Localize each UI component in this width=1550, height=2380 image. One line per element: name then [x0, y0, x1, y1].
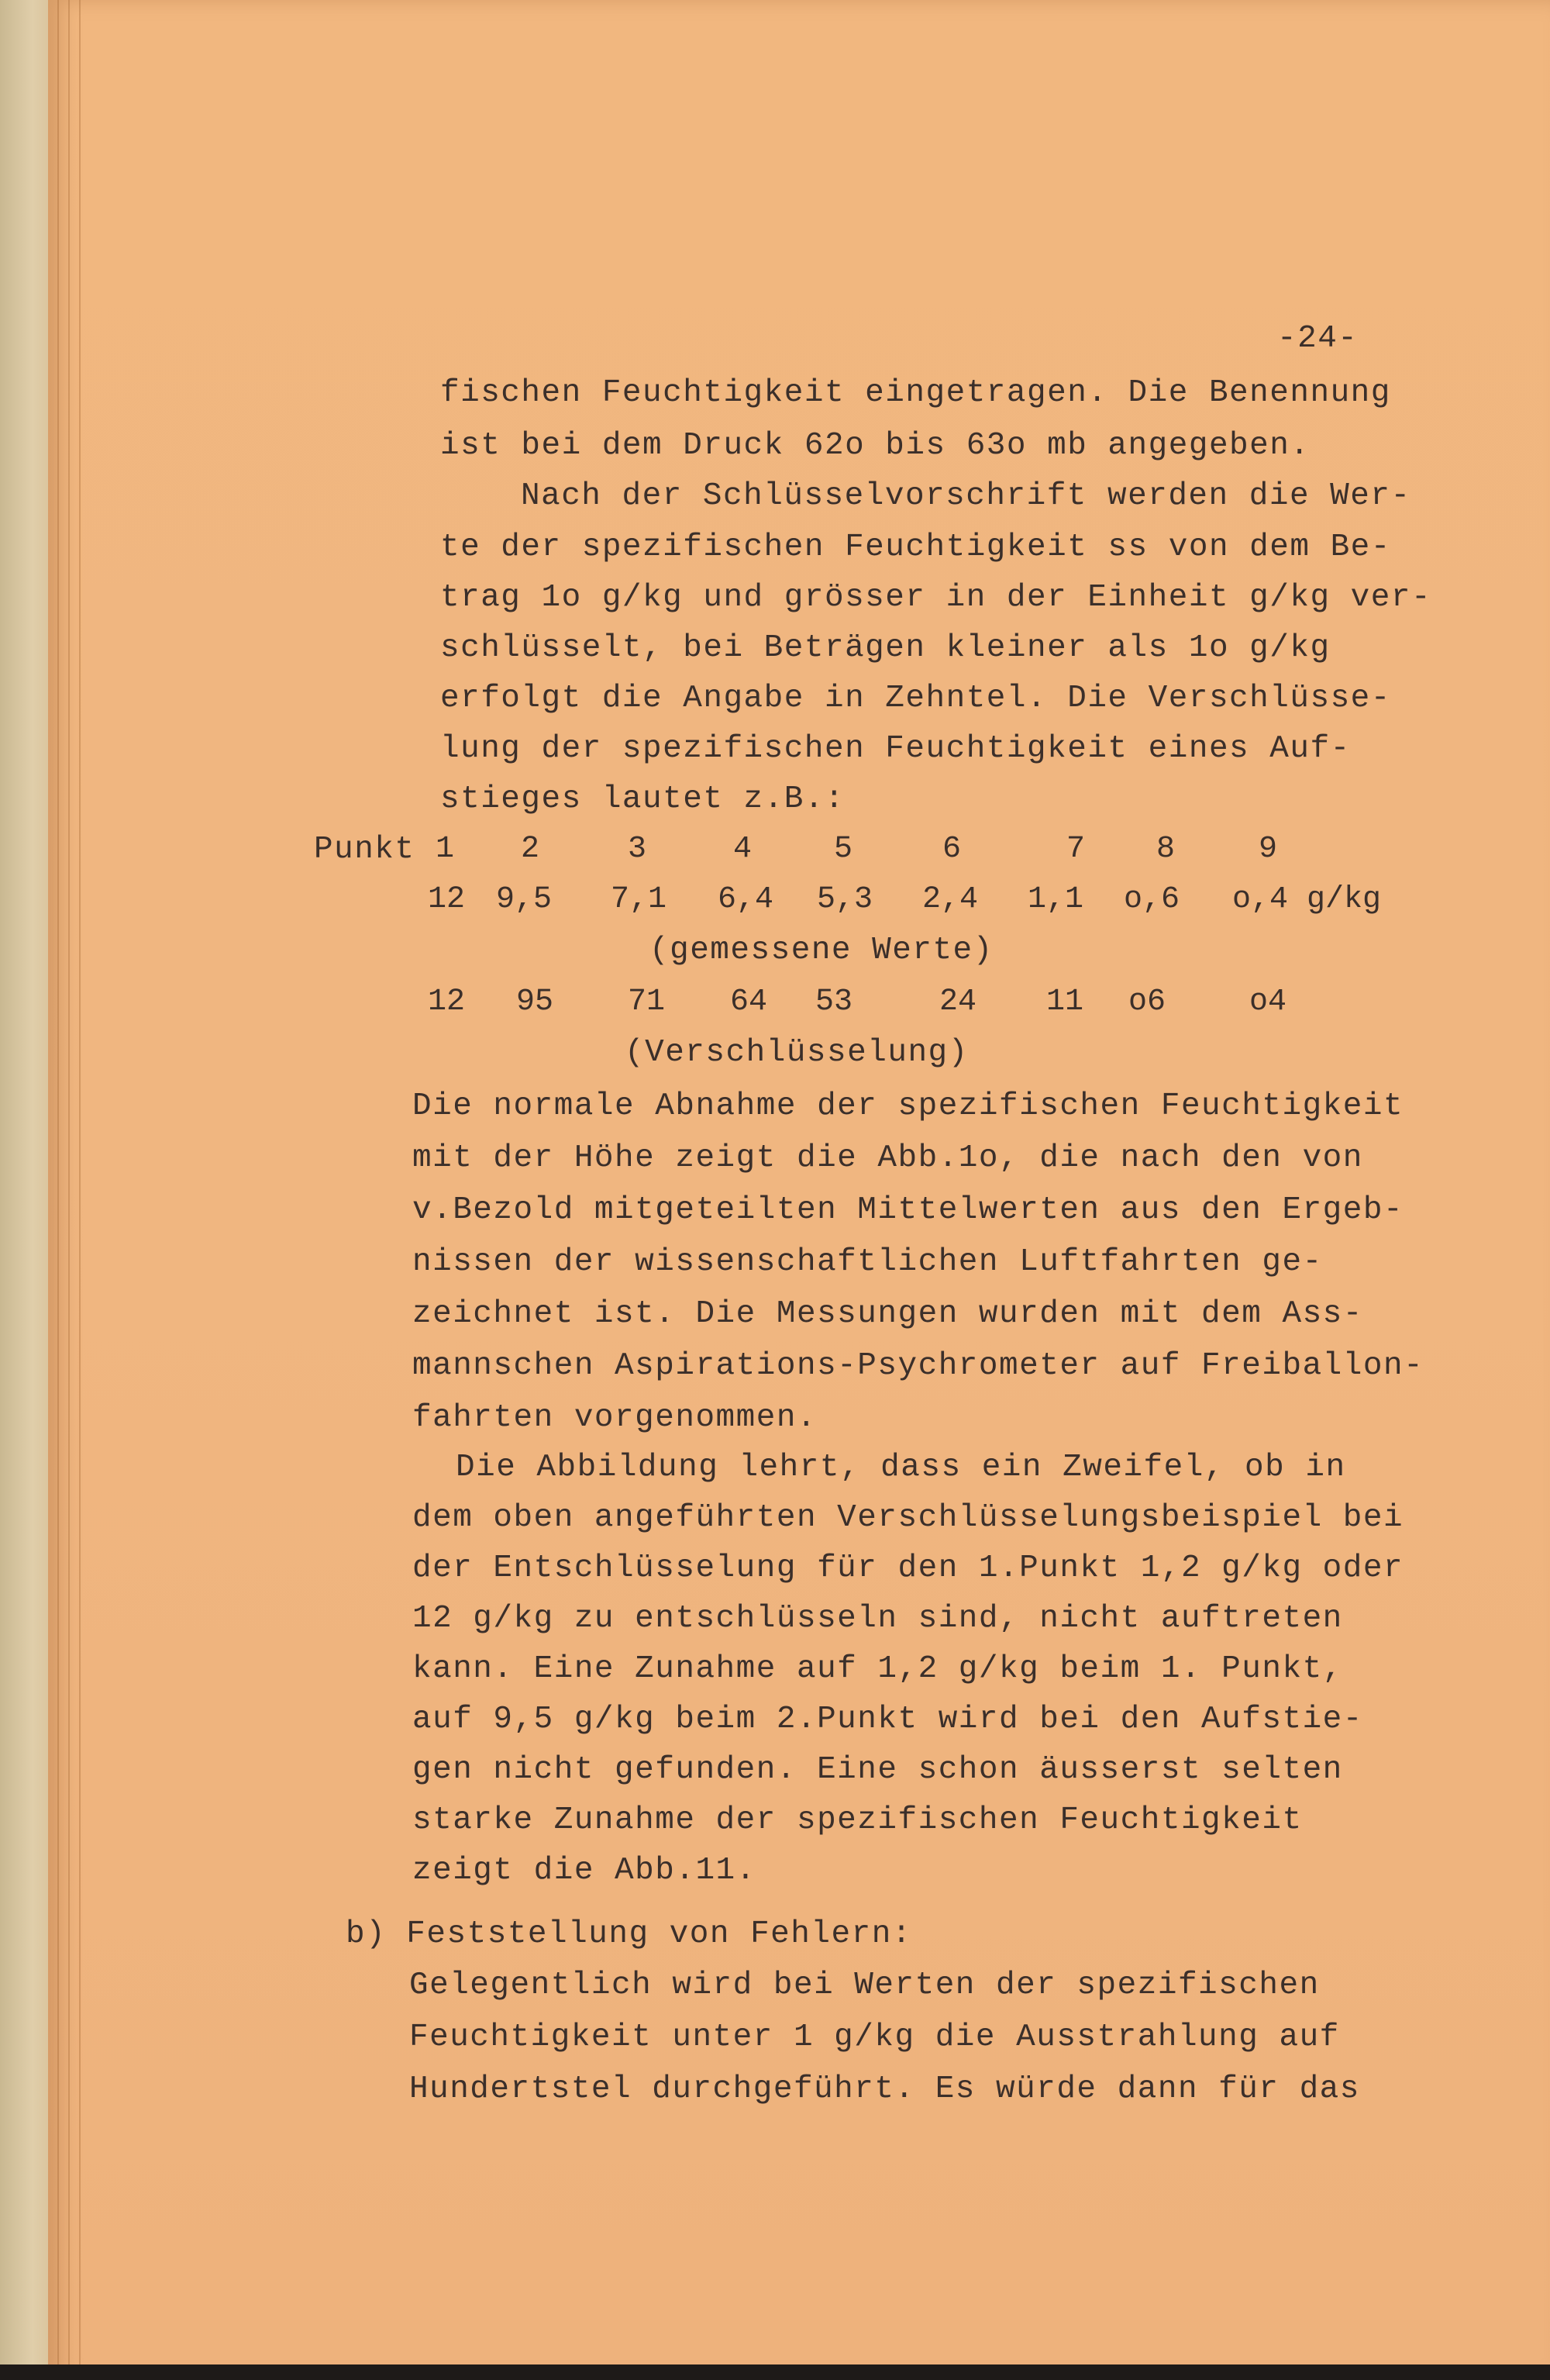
table-cell-point: 6: [942, 832, 962, 867]
table-cell-measured: 2,4: [922, 882, 979, 917]
table-cell-point: 9: [1259, 832, 1278, 867]
text-line: der Entschlüsselung für den 1.Punkt 1,2 g/kg oder: [412, 1550, 1404, 1586]
text-line: Die Abbildung lehrt, dass ein Zweifel, ob in: [456, 1450, 1346, 1485]
table-cell-encoded: 24: [939, 985, 977, 1019]
back-sheet-edge: [0, 0, 54, 2380]
text-line: fahrten vorgenommen.: [412, 1400, 818, 1436]
table-cell-measured: 6,4: [718, 882, 774, 917]
text-line: zeichnet ist. Die Messungen wurden mit dem Ass-: [412, 1296, 1363, 1332]
table-cell-measured: 1,1: [1028, 882, 1084, 917]
table-row-label: Punkt: [314, 832, 415, 867]
scan-border: [0, 2364, 1550, 2380]
text-line: starke Zunahme der spezifischen Feuchtigkeit: [412, 1802, 1303, 1838]
sheet-edge-line: [68, 0, 70, 2380]
table-cell-encoded: 53: [815, 985, 853, 1019]
table-cell-measured: o,4 g/kg: [1232, 882, 1382, 917]
text-line: ist bei dem Druck 62o bis 63o mb angegeben.: [440, 428, 1311, 464]
text-line: nissen der wissenschaftlichen Luftfahrten ge-: [412, 1244, 1323, 1280]
text-line: erfolgt die Angabe in Zehntel. Die Verschlüsse-: [440, 681, 1391, 716]
text-line: kann. Eine Zunahme auf 1,2 g/kg beim 1. Punkt,: [412, 1651, 1343, 1687]
table-cell-encoded: o6: [1128, 985, 1166, 1019]
sheet-edge-line: [57, 0, 59, 2380]
table-cell-point: 7: [1066, 832, 1086, 867]
text-line: v.Bezold mitgeteilten Mittelwerten aus den Ergeb-: [412, 1192, 1404, 1228]
text-line: Die normale Abnahme der spezifischen Feuchtigkeit: [412, 1088, 1404, 1124]
table-cell-encoded: 95: [516, 985, 554, 1019]
table-cell-encoded: 64: [730, 985, 768, 1019]
table-cell-measured: 12: [428, 882, 466, 917]
table-cell-point: 5: [834, 832, 853, 867]
table-cell-encoded: 11: [1046, 985, 1084, 1019]
page-number: -24-: [1277, 321, 1359, 357]
table-caption-measured: (gemessene Werte): [649, 933, 994, 968]
table-cell-point: 2: [521, 832, 540, 867]
text-line: 12 g/kg zu entschlüsseln sind, nicht auftreten: [412, 1601, 1343, 1637]
text-line: mit der Höhe zeigt die Abb.1o, die nach den von: [412, 1140, 1363, 1176]
text-line: Feuchtigkeit unter 1 g/kg die Ausstrahlung auf: [409, 2020, 1340, 2055]
section-heading: b) Feststellung von Fehlern:: [346, 1916, 912, 1952]
text-line: zeigt die Abb.11.: [412, 1853, 756, 1888]
text-line: auf 9,5 g/kg beim 2.Punkt wird bei den Aufstie-: [412, 1702, 1363, 1737]
text-line: lung der spezifischen Feuchtigkeit eines Auf-: [440, 731, 1351, 767]
table-cell-point: 4: [733, 832, 753, 867]
table-cell-measured: 5,3: [817, 882, 873, 917]
text-line: stieges lautet z.B.:: [440, 781, 846, 817]
table-cell-encoded: 71: [628, 985, 666, 1019]
text-line: gen nicht gefunden. Eine schon äusserst selten: [412, 1752, 1343, 1788]
table-cell-measured: o,6: [1124, 882, 1180, 917]
text-line: mannschen Aspirations-Psychrometer auf Freiballon-: [412, 1348, 1424, 1384]
sheet-edge-line: [79, 0, 81, 2380]
table-cell-encoded: o4: [1249, 985, 1287, 1019]
table-cell-measured: 9,5: [496, 882, 553, 917]
text-line: Hundertstel durchgeführt. Es würde dann für das: [409, 2071, 1360, 2107]
text-line: Nach der Schlüsselvorschrift werden die Wer-: [521, 478, 1411, 514]
table-cell-point: 1: [436, 832, 455, 867]
table-cell-measured: 7,1: [611, 882, 667, 917]
table-caption-encoded: (Verschlüsselung): [625, 1035, 969, 1071]
text-line: trag 1o g/kg und grösser in der Einheit g/kg ver-: [440, 580, 1432, 616]
text-line: dem oben angeführten Verschlüsselungsbeispiel bei: [412, 1500, 1404, 1536]
table-cell-point: 8: [1156, 832, 1176, 867]
text-line: schlüsselt, bei Beträgen kleiner als 1o g/kg: [440, 630, 1331, 666]
text-line: fischen Feuchtigkeit eingetragen. Die Benennung: [440, 375, 1391, 411]
text-line: te der spezifischen Feuchtigkeit ss von dem Be-: [440, 529, 1391, 565]
table-cell-point: 3: [628, 832, 647, 867]
text-line: Gelegentlich wird bei Werten der spezifischen: [409, 1968, 1320, 2003]
table-cell-encoded: 12: [428, 985, 466, 1019]
